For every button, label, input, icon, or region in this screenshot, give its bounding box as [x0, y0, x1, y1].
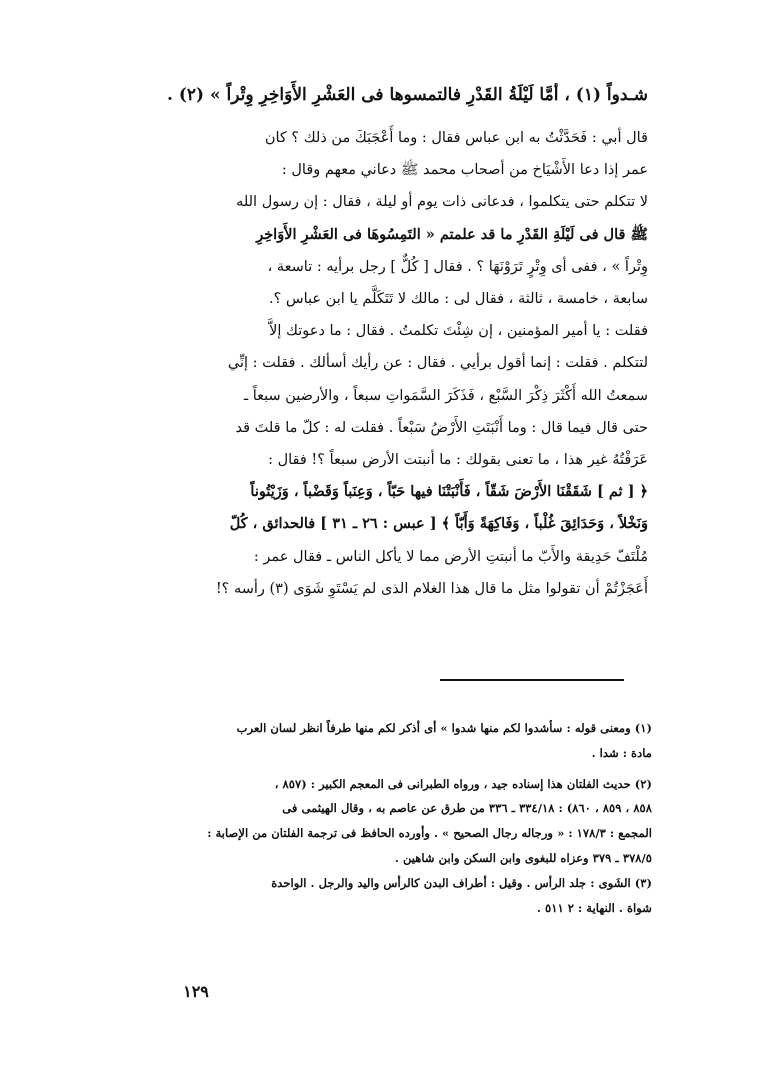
body-line: أَعَجَزْتُمْ أن تقولوا مثل ما قال هذا الغلام الذى لم يَسْتَوِ شَوَى (٣) رأسه ؟!: [215, 580, 648, 597]
body-line: حتى قال فيما قال : وما أَنْبَتَتِ الأَرْضُ سَبْعاً . فقلت له : كلّ ما قلتَ قد: [235, 419, 648, 436]
footnote-3: [86, 871, 652, 921]
quran-verse-line: ﴿ [ ثم ] شَقَقْنَا الأَرْضَ شَقّاً ، فَأَنْبَتْنَا فيها حَبّاً ، وَعِنَباً وَقَضْباً ، وَزَيْتُوناً: [250, 483, 648, 501]
main-text: [92, 80, 648, 605]
footnote-2: [86, 772, 652, 871]
hadith-ending-line: شـدواً (١) ، أمَّا لَيْلَةُ القَدْرِ فالتمسوها فى العَشْرِ الأَوَاخِرِ وِتْراً » (٢) .: [167, 85, 648, 105]
footnote-1: [86, 716, 652, 766]
body-line: لتتكلم . فقلت : إنما أقول برأيي . فقال : عن رأيك أسألك . فقلت : إنِّي: [227, 355, 648, 372]
body-line: عَرَفْتُهُ غير هذا ، ما تعنى بقولك : ما أنبتت الأرض سبعاً ؟! فقال :: [268, 452, 648, 469]
footnote-line: (٢) حديث الفلتان هذا إسناده جيد ، ورواه الطبرانى فى المعجم الكبير : (٨٥٧ ،: [274, 776, 652, 791]
footnotes: [86, 716, 652, 920]
body-line: عمر إذا دعا الأَشْيَاخ من أصحاب محمد ﷺ دعاني معهم وقال :: [281, 162, 648, 179]
body-line: ﷺ قال فى لَيْلَةِ القَدْرِ ما قد علمتم « التَمِسُوهَا فى العَشْرِ الأَوَاخِرِ: [256, 225, 648, 243]
body-line: قال أبي : فَحَدَّثْتُ به ابن عباس فقال : وما أَعْجَبَكَ من ذلك ؟ كان: [264, 130, 648, 146]
footnote-line: شواة . النهاية : ٢ ٥١١ .: [536, 900, 652, 915]
footnote-line: مادة : شدا .: [591, 745, 652, 760]
page-number: ١٢٩: [183, 982, 209, 1001]
body-line: سابعة ، خامسة ، ثالثة ، فقال لى : مالك لا تَتَكَلَّم يا ابن عباس ؟.: [268, 291, 648, 308]
body-line: مُلْتَفّ حَدِيقة والأَبّ ما أنبتتِ الأرض مما لا يأكل الناس ـ فقال عمر :: [253, 548, 648, 565]
footnote-divider: [440, 679, 624, 681]
body-paragraph: [92, 122, 648, 605]
footnote-line: (٣) الشَوى : جلد الرأس . وقيل : أطراف البدن كالرأس واليد والرجل . الواحدة: [271, 875, 652, 890]
footnote-line: المجمع : ١٧٨/٣ : « ورجاله رجال الصحيح » . وأورده الحافظ فى ترجمة الفلتان من الإصابة :: [207, 826, 652, 841]
quran-verse-line: وَنَخْلاً ، وَحَدَائِقَ غُلْباً ، وَفَاكِهَةً وَأَبّاً ﴾ [ عبس : ٢٦ ـ ٣١ ] فالحدائق ، كُلّ: [229, 515, 648, 533]
footnote-line: ٨٥٨ ، ٨٥٩ ، ٨٦٠) : ٣٣٤/١٨ ـ ٣٣٦ من طرق عن عاصم به ، وقال الهيثمى فى: [282, 801, 652, 816]
body-line: سمعتُ الله أَكْثَرَ ذِكْرَ السَّبْع ، فَذَكَرَ السَّمَواتِ سبعاً ، والأرضين سبعاً ـ: [243, 387, 648, 404]
footnote-line: (١) ومعنى قوله : سأشدوا لكم منها شدوا » أى أذكر لكم منها طرفاً انظر لسان العرب: [236, 721, 652, 735]
footnote-line: ٣٧٨/٥ ـ ٣٧٩ وعزاه للبغوى وابن السكن وابن شاهين .: [394, 850, 652, 865]
body-line: وِتْراً » ، ففى أى وِتْرٍ تَرَوْنَهَا ؟ . فقال [ كُلٌّ ] رجل برأيه : تاسعة ،: [267, 258, 648, 275]
body-line: لا تتكلم حتى يتكلموا ، فدعانى ذات يوم أو ليلة ، فقال : إن رسول الله: [236, 194, 648, 211]
body-line: فقلت : يا أمير المؤمنين ، إن شِئْتَ تكلمتُ . فقال : ما دعوتك إلاَّ: [269, 323, 648, 340]
